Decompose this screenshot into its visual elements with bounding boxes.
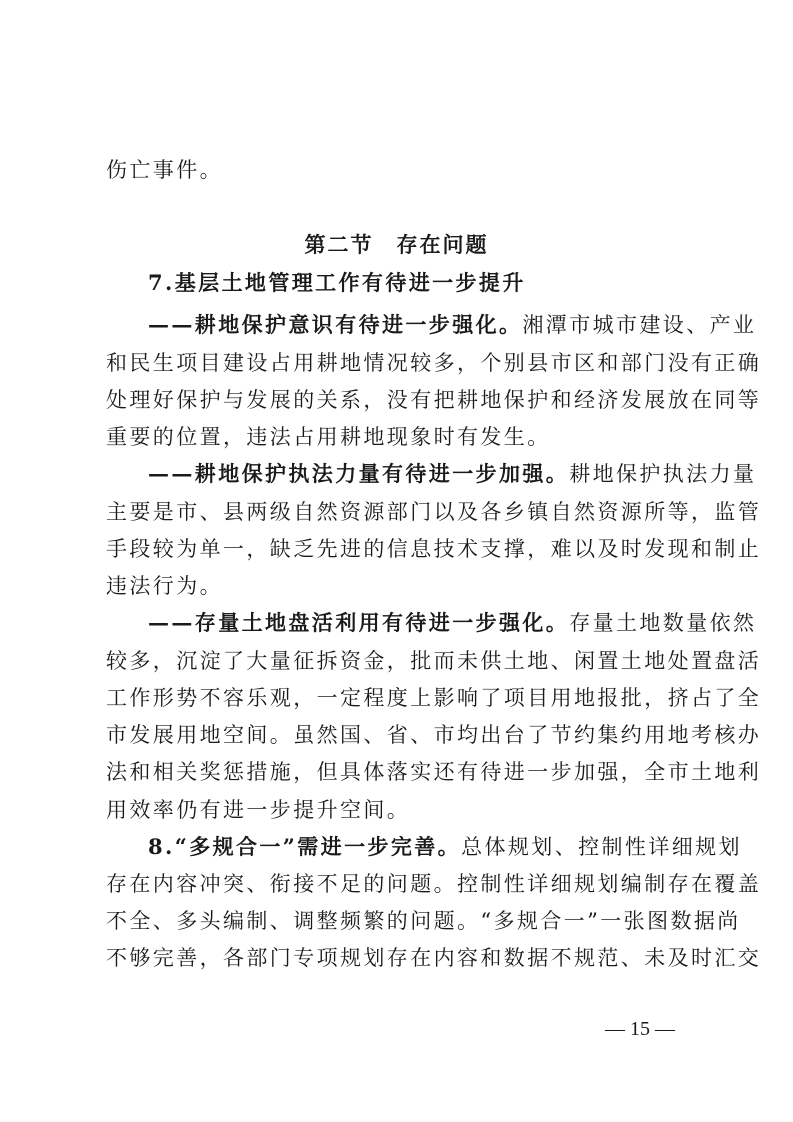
paragraph-line: 法和相关奖惩措施，但具体落实还有待进一步加强，全市土地利 (106, 760, 762, 784)
paragraph-line: ——耕地保护意识有待进一步强化。湘潭市城市建设、产业 (148, 312, 757, 337)
page-number: — 15 — (605, 1018, 675, 1040)
paragraph-line: 存在内容冲突、衔接不足的问题。控制性详细规划编制存在覆盖 (106, 872, 762, 896)
paragraph-line: ——耕地保护执法力量有待进一步加强。耕地保护执法力量 (148, 461, 757, 486)
subsection-heading: 7.基层土地管理工作有待进一步提升 (148, 270, 526, 295)
paragraph-line: 用效率仍有进一步提升空间。 (106, 798, 411, 822)
paragraph-line: 工作形势不容乐观，一定程度上影响了项目用地报批，挤占了全 (106, 686, 762, 710)
paragraph-line: 市发展用地空间。虽然国、省、市均出台了节约集约用地考核办 (106, 723, 762, 747)
paragraph-line: 重要的位置，违法占用耕地现象时有发生。 (106, 425, 551, 449)
section-heading: 第二节 存在问题 (304, 232, 489, 257)
paragraph-line: 较多，沉淀了大量征拆资金，批而未供土地、闲置土地处置盘活 (106, 649, 762, 673)
paragraph-line: 主要是市、县两级自然资源部门以及各乡镇自然资源所等，监管 (106, 500, 762, 524)
paragraph-line: 和民生项目建设占用耕地情况较多，个别县市区和部门没有正确 (106, 351, 762, 375)
text-line: 伤亡事件。 (106, 158, 223, 182)
paragraph-line: 8.“多规合一”需进一步完善。总体规划、控制性详细规划 (148, 834, 742, 859)
paragraph-line: 不够完善，各部门专项规划存在内容和数据不规范、未及时汇交 (106, 946, 762, 970)
paragraph-line: ——存量土地盘活利用有待进一步强化。存量土地数量依然 (148, 610, 757, 635)
paragraph-line: 不全、多头编制、调整频繁的问题。“多规合一”一张图数据尚 (106, 909, 741, 933)
paragraph-line: 处理好保护与发展的关系，没有把耕地保护和经济发展放在同等 (106, 388, 762, 412)
paragraph-line: 违法行为。 (106, 574, 223, 598)
paragraph-line: 手段较为单一，缺乏先进的信息技术支撑，难以及时发现和制止 (106, 537, 762, 561)
